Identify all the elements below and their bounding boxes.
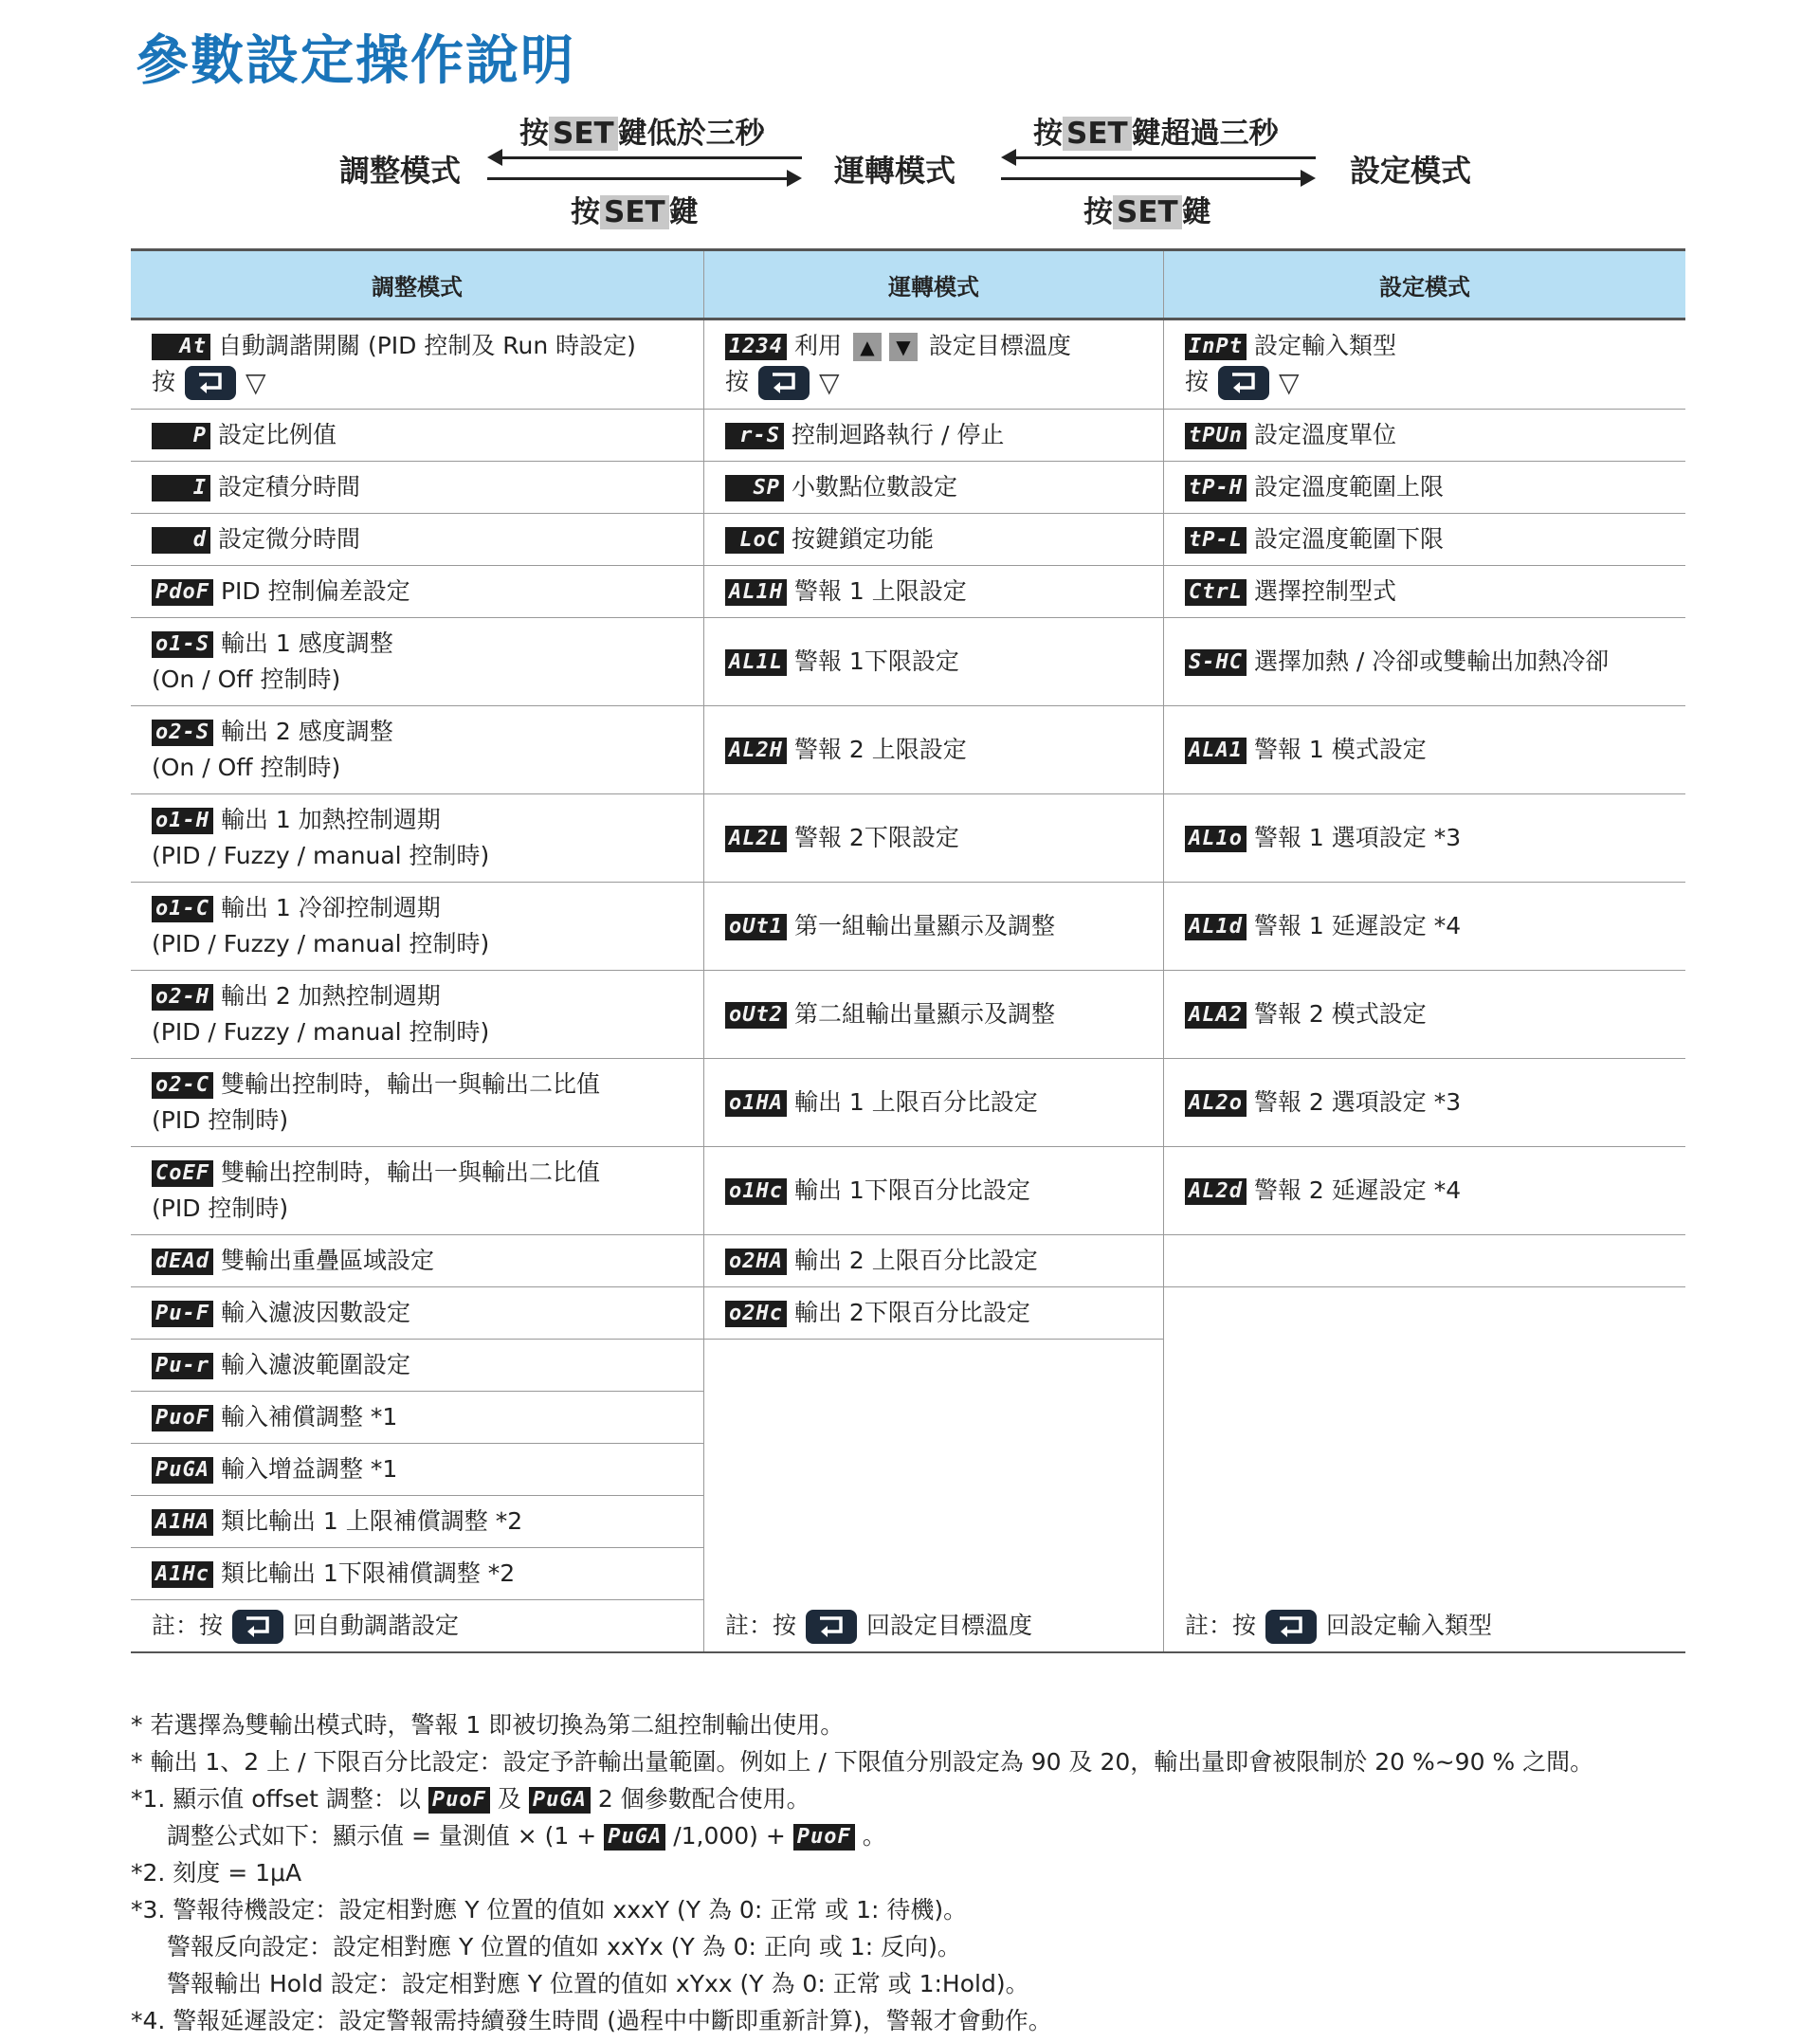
note-4 [131,1817,1593,1854]
setup-cell [1164,1235,1686,1287]
param-desc: 類比輸出 1下限補償調整 *2 [220,1559,516,1587]
adjust-cell [131,514,704,566]
param-desc: 選擇加熱 / 冷卻或雙輸出加熱冷卻 [1253,647,1610,675]
adjust-cell [131,618,704,706]
run-cell [704,706,1164,794]
param-desc: 控制迴路執行 / 停止 [792,421,1005,448]
table-row [131,1340,1685,1392]
adjust-cell [131,1444,704,1496]
param-desc: 設定溫度範圍下限 [1253,525,1444,553]
triangle-down-icon: ▽ [819,367,840,398]
seg-code: oUt1 [725,914,787,940]
adjust-cell [131,462,704,514]
seg-code: PuGA [529,1787,591,1814]
seg-code: PuoF [152,1405,213,1431]
header-run: 運轉模式 [704,250,1164,319]
press-label: 按 [571,195,600,229]
run-cell [704,1059,1164,1147]
param-desc: 設定溫度單位 [1253,421,1396,448]
param-desc: 輸出 1 加熱控制週期 [220,806,441,833]
run-cell-empty [704,1340,1164,1600]
table-footer-row [131,1600,1685,1653]
param-sub: (PID / Fuzzy / manual 控制時) [152,930,490,957]
param-desc: 警報 2 模式設定 [1253,1000,1427,1028]
note-1: * 若選擇為雙輸出模式時，警報 1 即被切換為第二組控制輸出使用。 [131,1711,845,1739]
return-key-icon [1218,366,1269,400]
return-key-icon [185,366,236,400]
table-row [131,971,1685,1059]
seg-code: tP-H [1185,475,1247,501]
seg-code: PuoF [793,1824,855,1851]
triangle-down-icon: ▽ [1279,367,1300,398]
param-desc: 輸出 1 冷卻控制週期 [220,894,441,921]
param-desc: 警報 2 延遲設定 *4 [1253,1176,1462,1204]
param-sub: (On / Off 控制時) [152,754,341,781]
table-row [131,1235,1685,1287]
param-sub: (PID / Fuzzy / manual 控制時) [152,1018,490,1046]
param-sub: (PID / Fuzzy / manual 控制時) [152,842,490,869]
return-key-icon [232,1610,283,1644]
footer-note-cell [704,1600,1164,1653]
table-row [131,706,1685,794]
param-desc: 警報 1 選項設定 *3 [1253,824,1462,851]
footer-note-cell [1164,1600,1686,1653]
param-desc: 設定微分時間 [218,525,361,553]
param-desc: 第一組輸出量顯示及調整 [793,912,1055,939]
footer-note-pre: 註：按 [152,1612,224,1639]
seg-code: PuGA [604,1824,665,1851]
seg-code: Pu-r [152,1353,213,1379]
seg-code: o2-S [152,720,213,746]
triangle-down-icon: ▽ [246,367,266,398]
setup-cell [1164,883,1686,971]
note-2: * 輸出 1、2 上 / 下限百分比設定：設定予許輸出量範圍。例如上 / 下限值分別設定為 90 及 20，輸出量即會被限制於 20 %~90 % 之間。 [131,1748,1594,1776]
table-row [131,410,1685,462]
table-row [131,1059,1685,1147]
param-desc: 輸出 2 上限百分比設定 [793,1247,1038,1274]
set-key-label: SET [1113,195,1182,229]
param-desc: 輸出 1 上限百分比設定 [793,1088,1038,1116]
seg-code: AL1L [725,649,787,676]
flow-adjust-mode: 調整模式 [339,153,462,189]
param-desc: 設定溫度範圍上限 [1253,473,1444,501]
note-4-b: /1,000) + [673,1822,786,1850]
setup-cell [1164,1059,1686,1147]
param-desc: 警報 2 上限設定 [793,736,967,763]
seg-code: AL1H [725,579,787,606]
seg-code: o2-H [152,984,213,1011]
up-key-icon: ▲ [853,333,882,361]
seg-code: o1Hc [725,1178,787,1205]
param-desc: 警報 1下限設定 [793,647,959,675]
run-cell [704,462,1164,514]
param-desc: 雙輸出重疊區域設定 [220,1247,434,1274]
note-3-c: 2 個參數配合使用。 [597,1785,810,1813]
setup-cell-empty [1164,1287,1686,1340]
header-adjust: 調整模式 [131,250,704,319]
seg-code: AL1d [1185,914,1247,940]
adjust-cell [131,319,704,410]
arrow-to-run [487,177,789,180]
table-row [131,883,1685,971]
param-desc: 雙輸出控制時，輸出一與輸出二比值 [220,1158,600,1186]
return-key-icon [758,366,810,400]
param-desc: 輸出 1下限百分比設定 [793,1176,1030,1204]
flow-label-set-press-2 [1083,188,1211,230]
run-cell [704,410,1164,462]
seg-code: ALA1 [1185,738,1247,764]
setup-cell [1164,971,1686,1059]
seg-code: PuoF [428,1787,490,1814]
setup-cell [1164,514,1686,566]
footer-note-post: 回設定輸入類型 [1326,1611,1493,1639]
param-desc: 警報 1 延遲設定 *4 [1253,912,1462,939]
param-desc: 輸出 2下限百分比設定 [793,1299,1030,1326]
seg-code: S-HC [1185,649,1247,676]
seg-code: o2-C [152,1072,213,1099]
run-cell [704,883,1164,971]
footer-note-cell [131,1600,704,1653]
note-6: *3. 警報待機設定：設定相對應 Y 位置的值如 xxxY (Y 為 0: 正常 或 1: 待機)。 [131,1896,968,1923]
param-desc-2: 設定目標溫度 [928,332,1071,359]
param-desc: 輸入濾波範圍設定 [220,1351,410,1378]
note-4-a: 調整公式如下：顯示值 = 量測值 × (1 + [167,1822,597,1850]
adjust-cell [131,1287,704,1340]
adjust-cell [131,1392,704,1444]
seg-code: I [152,475,210,501]
param-desc: 輸入濾波因數設定 [220,1299,410,1326]
seg-code: 1234 [725,334,787,360]
note-5: *2. 刻度 = 1μA [131,1859,302,1887]
seg-code: o1-C [152,896,213,922]
run-cell [704,1147,1164,1235]
param-desc: 選擇控制型式 [1253,577,1396,605]
seg-code: oUt2 [725,1002,787,1029]
adjust-cell [131,410,704,462]
seg-code: A1HA [152,1509,213,1536]
table-row [131,618,1685,706]
setup-cell [1164,410,1686,462]
setup-cell [1164,618,1686,706]
adjust-cell [131,566,704,618]
arrow-to-adjust [500,156,802,159]
param-desc: 輸出 2 感度調整 [220,718,393,745]
run-cell [704,566,1164,618]
seg-code: tPUn [1185,423,1247,449]
seg-code: AL2d [1185,1178,1247,1205]
press-label: 按 [725,368,750,395]
seg-code: SP [725,475,784,501]
note-3-b: 及 [497,1785,521,1813]
seg-code: PdoF [152,579,213,606]
arrow-to-run-from-setup [1014,156,1316,159]
seg-code: ALA2 [1185,1002,1247,1029]
header-setup: 設定模式 [1164,250,1686,319]
press-label: 按 [1033,117,1063,151]
mode-flow-diagram [0,104,1820,237]
return-key-icon [806,1610,857,1644]
param-desc: 第二組輸出量顯示及調整 [793,1000,1055,1028]
param-desc: 輸入補償調整 *1 [220,1403,398,1431]
param-desc: 小數點位數設定 [792,473,958,501]
seg-code: PuGA [152,1457,213,1484]
run-cell [704,319,1164,410]
param-desc: 警報 1 模式設定 [1253,736,1427,763]
adjust-cell [131,1340,704,1392]
setup-cell [1164,794,1686,883]
adjust-cell [131,1496,704,1548]
flow-setup-mode: 設定模式 [1350,153,1472,189]
return-key-icon [1265,1610,1317,1644]
seg-code: o1HA [725,1090,787,1117]
seg-code: tP-L [1185,527,1247,554]
page-title: 參數設定操作說明 [136,30,575,92]
press-label: 按 [519,117,549,151]
seg-code: AL2L [725,826,787,852]
param-desc: 警報 1 上限設定 [793,577,967,605]
set-key-label: SET [1063,117,1132,151]
param-sub: (PID 控制時) [152,1106,289,1134]
note-3 [131,1780,1593,1817]
footer-note-post: 回自動調諧設定 [293,1612,460,1639]
long-press-tail: 鍵超過三秒 [1131,117,1279,151]
flow-label-long-press [1033,109,1279,152]
param-desc: 利用 [793,332,842,359]
footer-note-post: 回設定目標溫度 [866,1611,1033,1639]
seg-code: CtrL [1185,579,1247,606]
seg-code: LoC [725,527,784,554]
param-desc: PID 控制偏差設定 [220,577,410,605]
seg-code: CoEF [152,1160,213,1187]
press-label: 按 [152,368,176,395]
table-row [131,319,1685,410]
flow-label-set-press [571,188,699,230]
param-desc: 設定積分時間 [218,473,361,501]
table-row [131,566,1685,618]
param-desc: 警報 2 選項設定 *3 [1253,1088,1462,1116]
param-desc: 設定輸入類型 [1253,332,1396,359]
seg-code: o2HA [725,1249,787,1275]
setup-cell [1164,319,1686,410]
key-tail: 鍵 [668,195,699,229]
set-key-label: SET [549,117,618,151]
short-press-tail: 鍵低於三秒 [617,117,765,151]
adjust-cell [131,1548,704,1600]
set-key-label: SET [600,195,669,229]
param-desc: 輸出 2 加熱控制週期 [220,982,441,1010]
param-desc: 輸出 1 感度調整 [220,629,393,657]
param-desc: 雙輸出控制時，輸出一與輸出二比值 [220,1070,600,1098]
param-desc: 警報 2下限設定 [793,824,959,851]
footnotes [131,1706,1593,2039]
note-3-a: *1. 顯示值 offset 調整：以 [131,1785,421,1813]
run-cell [704,971,1164,1059]
seg-code: P [152,423,210,449]
table-row [131,794,1685,883]
param-desc: 設定比例值 [218,421,337,448]
setup-cell [1164,1147,1686,1235]
note-7: 警報反向設定：設定相對應 Y 位置的值如 xxYx (Y 為 0: 正向 或 1: 反向)。 [167,1933,961,1960]
param-desc: 輸入增益調整 *1 [220,1455,398,1483]
param-desc: 自動調諧開關 (PID 控制及 Run 時設定) [218,332,636,359]
flow-run-mode: 運轉模式 [834,153,956,189]
adjust-cell [131,1059,704,1147]
param-sub: (On / Off 控制時) [152,665,341,693]
seg-code: o2Hc [725,1301,787,1327]
setup-cell [1164,566,1686,618]
press-label: 按 [1083,195,1113,229]
note-4-c: 。 [862,1822,886,1850]
param-sub: (PID 控制時) [152,1194,289,1222]
run-cell [704,618,1164,706]
footer-note-pre: 註：按 [1185,1611,1257,1639]
adjust-cell [131,883,704,971]
param-desc: 類比輸出 1 上限補償調整 *2 [220,1507,523,1535]
down-key-icon: ▼ [889,333,918,361]
arrow-to-setup [1001,177,1302,180]
key-tail: 鍵 [1181,195,1211,229]
seg-code: A1Hc [152,1561,213,1588]
parameter-table [131,248,1685,1653]
seg-code: o1-S [152,631,213,658]
seg-code: r-S [725,423,784,449]
setup-cell-empty [1164,1340,1686,1600]
note-9: *4. 警報延遲設定：設定警報需持續發生時間 (過程中中斷即重新計算)，警報才會動作。 [131,2007,1052,2034]
run-cell [704,794,1164,883]
setup-cell [1164,462,1686,514]
param-desc: 按鍵鎖定功能 [792,525,935,553]
table-row [131,514,1685,566]
setup-cell [1164,706,1686,794]
note-8: 警報輸出 Hold 設定：設定相對應 Y 位置的值如 xYxx (Y 為 0: 正常 或 1:Hold)。 [167,1970,1029,1997]
seg-code: d [152,527,210,554]
seg-code: o1-H [152,808,213,834]
run-cell [704,514,1164,566]
table-row [131,1287,1685,1340]
flow-label-short-press [519,109,765,152]
adjust-cell [131,1235,704,1287]
adjust-cell [131,971,704,1059]
run-cell [704,1235,1164,1287]
adjust-cell [131,1147,704,1235]
seg-code: At [152,334,210,360]
adjust-cell [131,794,704,883]
seg-code: dEAd [152,1249,213,1275]
adjust-cell [131,706,704,794]
seg-code: Pu-F [152,1301,213,1327]
seg-code: AL2H [725,738,787,764]
table-row [131,462,1685,514]
seg-code: AL1o [1185,826,1247,852]
seg-code: InPt [1185,334,1247,360]
run-cell [704,1287,1164,1340]
press-label: 按 [1185,368,1210,395]
footer-note-pre: 註：按 [725,1611,797,1639]
seg-code: AL2o [1185,1090,1247,1117]
table-row [131,1147,1685,1235]
